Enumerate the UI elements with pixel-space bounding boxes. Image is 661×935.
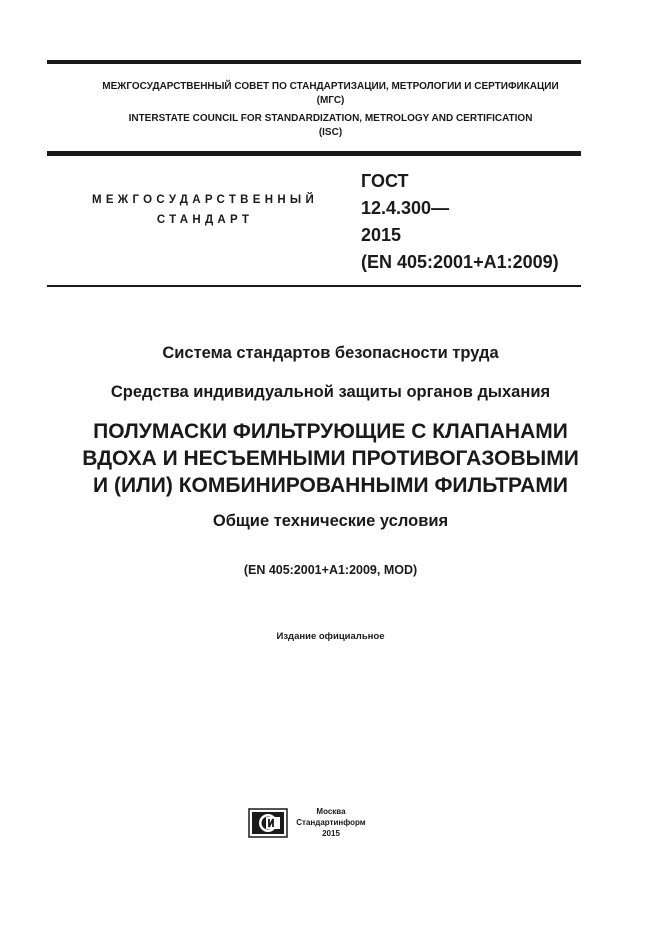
council-ru-abbr: (МГС) bbox=[316, 95, 345, 106]
designation-rule bbox=[47, 285, 581, 287]
council-en-abbr: (ISC) bbox=[318, 127, 343, 138]
en-reference: (EN 405:2001+A1:2009, MOD) bbox=[243, 563, 418, 577]
standartinform-logo-icon bbox=[248, 808, 288, 838]
publisher-year: 2015 bbox=[322, 829, 340, 838]
system-title: Система стандартов безопасности труда bbox=[162, 344, 499, 362]
council-ru: МЕЖГОСУДАРСТВЕННЫЙ СОВЕТ ПО СТАНДАРТИЗАЦИИ, МЕТРОЛОГИИ И СЕРТИФИКАЦИИ bbox=[102, 81, 559, 92]
means-title: Средства индивидуальной защиты органов дыхания bbox=[110, 383, 551, 401]
gost-designation bbox=[361, 168, 559, 276]
gost-label: ГОСТ bbox=[361, 171, 409, 191]
gost-number: 12.4.300— bbox=[361, 198, 450, 218]
main-title-line1: ПОЛУМАСКИ ФИЛЬТРУЮЩИЕ С КЛАПАНАМИ bbox=[93, 420, 568, 443]
standard-kind-line1: МЕЖГОСУДАРСТВЕННЫЙ bbox=[91, 194, 319, 206]
gost-year: 2015 bbox=[361, 225, 402, 245]
standard-kind-line2: СТАНДАРТ bbox=[156, 214, 254, 226]
standard-kind bbox=[60, 190, 350, 230]
main-title-line3: И (ИЛИ) КОМБИНИРОВАННЫМИ ФИЛЬТРАМИ bbox=[93, 474, 568, 497]
council-en: INTERSTATE COUNCIL FOR STANDARDIZATION, METROLOGY AND CERTIFICATION bbox=[128, 113, 533, 124]
publisher-name: Стандартинформ bbox=[296, 818, 366, 827]
top-rule bbox=[47, 60, 581, 64]
publisher-info bbox=[296, 806, 366, 839]
main-title-line2: ВДОХА И НЕСЪЕМНЫМИ ПРОТИВОГАЗОВЫМИ bbox=[82, 447, 579, 470]
official-edition: Издание официальное bbox=[276, 631, 385, 642]
publisher-city: Москва bbox=[316, 807, 346, 816]
main-title bbox=[0, 418, 661, 499]
gost-en-ref: (EN 405:2001+A1:2009) bbox=[361, 252, 559, 272]
conditions-title: Общие технические условия bbox=[212, 512, 449, 530]
header-rule bbox=[47, 151, 581, 156]
